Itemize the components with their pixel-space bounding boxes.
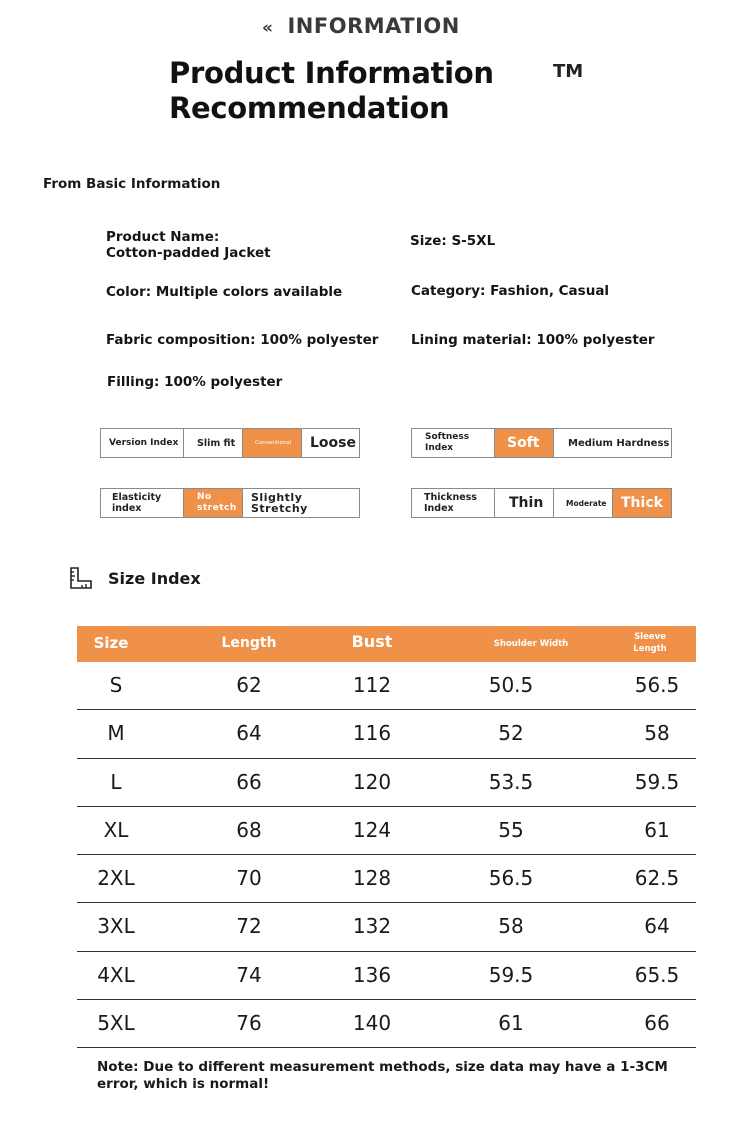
- table-cell: 55: [498, 817, 524, 842]
- table-cell: 62: [236, 673, 262, 697]
- title-line-1: Product Information: [169, 56, 494, 90]
- table-cell: 66: [644, 1011, 670, 1036]
- filling-info: Filling: 100% polyester: [107, 374, 283, 390]
- table-cell: 5XL: [97, 1011, 135, 1036]
- table-cell: M: [107, 721, 125, 746]
- table-cell: 64: [644, 914, 670, 939]
- elasticity-index: [100, 488, 360, 518]
- lining-info: Lining material: 100% polyester: [411, 332, 655, 348]
- version-opt-loose: Loose: [310, 434, 356, 451]
- table-cell: L: [110, 769, 122, 794]
- size-index-title: Size Index: [108, 569, 201, 588]
- table-cell: 70: [236, 866, 262, 891]
- softness-index-label: Softness Index: [412, 429, 495, 457]
- version-index-label: Version Index: [101, 429, 184, 457]
- thickness-opt-thin: Thin: [495, 489, 554, 517]
- product-name: Product Name: Cotton-padded Jacket: [106, 229, 271, 261]
- table-row: [77, 662, 696, 710]
- size-table: [77, 626, 696, 1048]
- thickness-opt-moderate: Moderate: [554, 489, 613, 517]
- color-info: Color: Multiple colors available: [106, 284, 343, 300]
- table-cell: 65.5: [634, 962, 680, 987]
- header-bust: Bust: [351, 632, 393, 651]
- table-cell: 66: [236, 769, 262, 794]
- fabric-info: Fabric composition: 100% polyester: [106, 332, 379, 348]
- version-index: [100, 428, 360, 458]
- table-row: [77, 710, 696, 758]
- table-cell: 116: [352, 721, 392, 746]
- softness-opt-medium-hardness: Medium Hardness: [568, 437, 670, 449]
- table-cell: 61: [644, 817, 670, 842]
- softness-opt-soft: Soft: [495, 429, 554, 457]
- table-cell: 124: [352, 817, 392, 842]
- double-chevron-left-icon: «: [262, 18, 274, 38]
- version-opt-slim-fit: Slim fit: [184, 429, 243, 457]
- title-line-2: Recommendation: [169, 91, 450, 125]
- table-cell: 64: [236, 721, 262, 746]
- table-cell: S: [109, 673, 123, 697]
- ruler-icon: [69, 566, 93, 590]
- header-length: Length: [221, 635, 277, 651]
- softness-index: [411, 428, 672, 458]
- table-cell: 112: [352, 673, 392, 697]
- table-cell: 140: [352, 1011, 392, 1036]
- table-cell: 56.5: [634, 673, 680, 697]
- table-cell: 128: [352, 866, 392, 891]
- table-row: [77, 903, 696, 951]
- table-cell: 132: [352, 914, 392, 939]
- elasticity-opt-slightly-stretchy: Slightly Stretchy: [251, 491, 308, 515]
- basic-info-title: From Basic Information: [43, 176, 221, 192]
- trademark-mark: TM: [553, 61, 584, 82]
- thickness-index: [411, 488, 672, 518]
- table-cell: 2XL: [97, 866, 135, 891]
- measurement-note: Note: Due to different measurement methods, size data may have a 1-3CM error, which is normal!: [97, 1059, 668, 1092]
- table-cell: 62.5: [634, 866, 680, 891]
- table-cell: 58: [644, 721, 670, 746]
- table-cell: 120: [352, 769, 392, 794]
- table-cell: 50.5: [488, 673, 534, 697]
- table-cell: 61: [498, 1011, 524, 1036]
- category-info: Category: Fashion, Casual: [411, 283, 610, 299]
- table-row: [77, 807, 696, 855]
- table-cell: 136: [352, 962, 392, 987]
- header-size: Size: [93, 634, 129, 652]
- table-cell: 53.5: [488, 769, 534, 794]
- size-range: Size: S-5XL: [410, 233, 496, 249]
- header-shoulder-width: Shoulder Width: [493, 639, 569, 649]
- size-table-header: [77, 626, 696, 662]
- size-table-body: [77, 662, 696, 1048]
- table-cell: XL: [103, 817, 129, 842]
- thickness-index-label: Thickness Index: [412, 489, 495, 517]
- info-header: [262, 14, 460, 38]
- table-row: [77, 855, 696, 903]
- table-cell: 68: [236, 817, 262, 842]
- table-row: [77, 759, 696, 807]
- table-cell: 4XL: [97, 962, 135, 987]
- info-label: INFORMATION: [287, 14, 460, 38]
- table-row: [77, 1000, 696, 1048]
- table-cell: 3XL: [97, 914, 135, 939]
- thickness-opt-thick: Thick: [613, 489, 671, 517]
- header-sleeve-length: Sleeve Length: [633, 632, 667, 654]
- table-cell: 59.5: [634, 769, 680, 794]
- table-cell: 72: [236, 914, 262, 939]
- table-row: [77, 952, 696, 1000]
- table-cell: 59.5: [488, 962, 534, 987]
- version-opt-conventional: Conventional: [243, 429, 302, 457]
- table-cell: 52: [498, 721, 524, 746]
- table-cell: 74: [236, 962, 262, 987]
- table-cell: 76: [236, 1011, 262, 1036]
- elasticity-opt-no-stretch: No stretch: [184, 489, 243, 517]
- page-title: [169, 56, 494, 126]
- elasticity-index-label: Elasticity index: [101, 489, 184, 517]
- table-cell: 56.5: [488, 866, 534, 891]
- table-cell: 58: [498, 914, 524, 939]
